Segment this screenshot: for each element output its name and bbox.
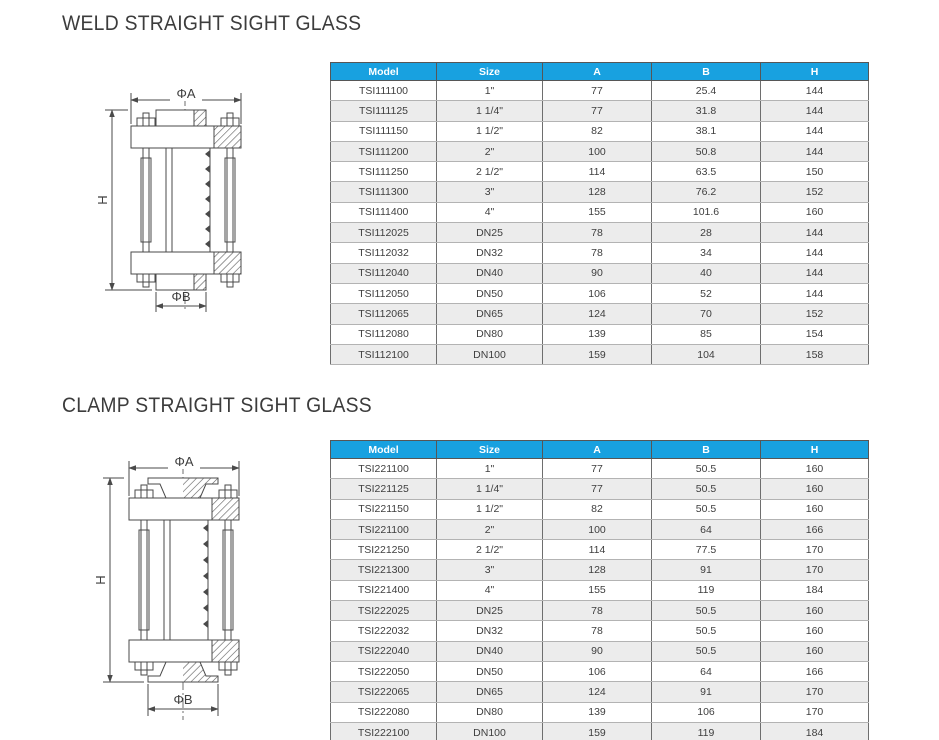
table-cell: 77 — [543, 101, 652, 121]
table-cell: 90 — [543, 641, 652, 661]
table-row — [331, 324, 869, 344]
table-cell: DN80 — [437, 324, 543, 344]
table-cell: 184 — [761, 722, 869, 740]
table-cell: 139 — [543, 324, 652, 344]
table-cell: DN25 — [437, 223, 543, 243]
table-cell: 152 — [761, 182, 869, 202]
table-cell: 152 — [761, 304, 869, 324]
table-cell: DN100 — [437, 344, 543, 364]
column-header-b: B — [652, 441, 761, 459]
table-cell: 82 — [543, 121, 652, 141]
table-cell: 170 — [761, 702, 869, 722]
table-cell: 38.1 — [652, 121, 761, 141]
table-cell: TSI112025 — [331, 223, 437, 243]
table-cell: 78 — [543, 223, 652, 243]
table-cell: TSI112100 — [331, 344, 437, 364]
dim-label-h: H — [93, 575, 108, 585]
table-cell: DN65 — [437, 304, 543, 324]
table-cell: 34 — [652, 243, 761, 263]
column-header-model: Model — [331, 441, 437, 459]
table-cell: TSI111400 — [331, 202, 437, 222]
table-row — [331, 182, 869, 202]
table-cell: TSI221125 — [331, 479, 437, 499]
dim-label-phi-a: ΦA — [174, 454, 194, 469]
table-cell: 25.4 — [652, 81, 761, 101]
table-cell: 77 — [543, 459, 652, 479]
table-row — [331, 223, 869, 243]
table-cell: 50.5 — [652, 621, 761, 641]
column-header-model: Model — [331, 63, 437, 81]
table-cell: TSI111250 — [331, 162, 437, 182]
table-cell: 144 — [761, 223, 869, 243]
table-cell: 77 — [543, 479, 652, 499]
table-cell: 114 — [543, 162, 652, 182]
table-cell: DN40 — [437, 641, 543, 661]
table-cell: 50.5 — [652, 499, 761, 519]
table-cell: 40 — [652, 263, 761, 283]
clamp-spec-table — [330, 440, 869, 740]
table-cell: 28 — [652, 223, 761, 243]
table-cell: DN32 — [437, 621, 543, 641]
table-row — [331, 101, 869, 121]
table-cell: 160 — [761, 479, 869, 499]
table-row — [331, 304, 869, 324]
table-cell: 50.5 — [652, 601, 761, 621]
table-cell: 128 — [543, 182, 652, 202]
table-cell: 78 — [543, 621, 652, 641]
table-cell: TSI222040 — [331, 641, 437, 661]
table-cell: 124 — [543, 682, 652, 702]
table-cell: DN50 — [437, 661, 543, 681]
table-cell: DN100 — [437, 722, 543, 740]
table-cell: 106 — [543, 661, 652, 681]
table-cell: 154 — [761, 324, 869, 344]
table-cell: 90 — [543, 263, 652, 283]
table-cell: 166 — [761, 661, 869, 681]
table-cell: DN40 — [437, 263, 543, 283]
table-cell: TSI111125 — [331, 101, 437, 121]
table-cell: 106 — [543, 283, 652, 303]
table-row — [331, 344, 869, 364]
table-cell: 85 — [652, 324, 761, 344]
table-cell: TSI221250 — [331, 540, 437, 560]
table-cell: 139 — [543, 702, 652, 722]
table-cell: 101.6 — [652, 202, 761, 222]
table-cell: 144 — [761, 141, 869, 161]
table-cell: 100 — [543, 519, 652, 539]
weld-spec-table — [330, 62, 869, 365]
table-row — [331, 81, 869, 101]
table-cell: TSI222065 — [331, 682, 437, 702]
table-cell: TSI111150 — [331, 121, 437, 141]
table-cell: 160 — [761, 499, 869, 519]
table-row — [331, 459, 869, 479]
table-cell: 50.5 — [652, 479, 761, 499]
table-cell: 144 — [761, 121, 869, 141]
table-cell: 160 — [761, 621, 869, 641]
column-header-a: A — [543, 63, 652, 81]
table-cell: 78 — [543, 243, 652, 263]
column-header-h: H — [761, 441, 869, 459]
table-cell: DN50 — [437, 283, 543, 303]
table-cell: DN25 — [437, 601, 543, 621]
table-cell: 91 — [652, 560, 761, 580]
table-row — [331, 141, 869, 161]
table-row — [331, 540, 869, 560]
table-cell: 1 1/2" — [437, 499, 543, 519]
table-cell: TSI112032 — [331, 243, 437, 263]
table-cell: 160 — [761, 202, 869, 222]
table-cell: 2" — [437, 141, 543, 161]
table-cell: 100 — [543, 141, 652, 161]
dim-label-phi-b: ΦB — [173, 692, 193, 707]
table-cell: 104 — [652, 344, 761, 364]
table-row — [331, 702, 869, 722]
table-cell: 170 — [761, 560, 869, 580]
table-cell: TSI111100 — [331, 81, 437, 101]
table-cell: 4" — [437, 580, 543, 600]
table-cell: 144 — [761, 101, 869, 121]
column-header-h: H — [761, 63, 869, 81]
table-cell: 64 — [652, 661, 761, 681]
table-cell: 91 — [652, 682, 761, 702]
table-row — [331, 580, 869, 600]
table-cell: TSI221100 — [331, 459, 437, 479]
glass-housing — [164, 520, 208, 640]
table-cell: DN65 — [437, 682, 543, 702]
table-cell: 119 — [652, 722, 761, 740]
column-header-size: Size — [437, 441, 543, 459]
table-cell: TSI111300 — [331, 182, 437, 202]
table-cell: 170 — [761, 540, 869, 560]
column-header-a: A — [543, 441, 652, 459]
section-title-clamp: CLAMP STRAIGHT SIGHT GLASS — [62, 394, 372, 417]
table-cell: 160 — [761, 459, 869, 479]
table-cell: 166 — [761, 519, 869, 539]
table-row — [331, 283, 869, 303]
table-row — [331, 682, 869, 702]
table-cell: 144 — [761, 243, 869, 263]
table-cell: TSI112065 — [331, 304, 437, 324]
table-cell: 170 — [761, 682, 869, 702]
table-cell: 158 — [761, 344, 869, 364]
dim-label-phi-a: ΦA — [176, 86, 196, 101]
table-row — [331, 162, 869, 182]
table-cell: TSI222080 — [331, 702, 437, 722]
table-cell: 78 — [543, 601, 652, 621]
table-cell: 1 1/2" — [437, 121, 543, 141]
glass-housing — [166, 148, 210, 252]
table-cell: 1 1/4" — [437, 479, 543, 499]
table-row — [331, 641, 869, 661]
table-cell: 106 — [652, 702, 761, 722]
table-cell: 124 — [543, 304, 652, 324]
table-cell: 82 — [543, 499, 652, 519]
table-row — [331, 479, 869, 499]
table-cell: 160 — [761, 641, 869, 661]
table-cell: 63.5 — [652, 162, 761, 182]
dim-label-h: H — [95, 195, 110, 205]
table-cell: 155 — [543, 202, 652, 222]
header-row — [331, 441, 869, 459]
table-cell: 77.5 — [652, 540, 761, 560]
header-row — [331, 63, 869, 81]
table-cell: 2" — [437, 519, 543, 539]
table-cell: 77 — [543, 81, 652, 101]
table-cell: TSI221150 — [331, 499, 437, 519]
table-cell: TSI222025 — [331, 601, 437, 621]
table-cell: 76.2 — [652, 182, 761, 202]
table-cell: 3" — [437, 182, 543, 202]
table-cell: 50.5 — [652, 459, 761, 479]
table-cell: 2 1/2" — [437, 540, 543, 560]
table-cell: 52 — [652, 283, 761, 303]
table-cell: TSI111200 — [331, 141, 437, 161]
table-row — [331, 601, 869, 621]
table-cell: 3" — [437, 560, 543, 580]
table-cell: 184 — [761, 580, 869, 600]
table-cell: 128 — [543, 560, 652, 580]
table-cell: TSI221400 — [331, 580, 437, 600]
table-row — [331, 121, 869, 141]
table-cell: 160 — [761, 601, 869, 621]
table-cell: 4" — [437, 202, 543, 222]
table-cell: 1" — [437, 459, 543, 479]
table-cell: 144 — [761, 263, 869, 283]
table-cell: TSI222100 — [331, 722, 437, 740]
table-cell: 114 — [543, 540, 652, 560]
table-cell: 159 — [543, 344, 652, 364]
table-cell: 50.5 — [652, 641, 761, 661]
table-row — [331, 560, 869, 580]
table-cell: 2 1/2" — [437, 162, 543, 182]
table-row — [331, 499, 869, 519]
table-row — [331, 243, 869, 263]
table-row — [331, 661, 869, 681]
table-cell: 155 — [543, 580, 652, 600]
table-cell: DN32 — [437, 243, 543, 263]
table-cell: 70 — [652, 304, 761, 324]
table-cell: 64 — [652, 519, 761, 539]
table-cell: 144 — [761, 81, 869, 101]
table-cell: 119 — [652, 580, 761, 600]
table-row — [331, 722, 869, 740]
table-cell: TSI112050 — [331, 283, 437, 303]
table-cell: 159 — [543, 722, 652, 740]
table-cell: TSI112080 — [331, 324, 437, 344]
table-cell: TSI112040 — [331, 263, 437, 283]
table-row — [331, 263, 869, 283]
column-header-size: Size — [437, 63, 543, 81]
table-cell: 1" — [437, 81, 543, 101]
dim-label-phi-b: ΦB — [171, 289, 191, 304]
table-cell: DN80 — [437, 702, 543, 722]
table-cell: TSI221300 — [331, 560, 437, 580]
table-row — [331, 621, 869, 641]
weld-sight-glass-drawing — [90, 84, 256, 316]
column-header-b: B — [652, 63, 761, 81]
clamp-sight-glass-drawing — [88, 452, 262, 724]
table-cell: 150 — [761, 162, 869, 182]
table-cell: TSI221100 — [331, 519, 437, 539]
table-cell: 144 — [761, 283, 869, 303]
section-title-weld: WELD STRAIGHT SIGHT GLASS — [62, 12, 362, 35]
table-cell: 1 1/4" — [437, 101, 543, 121]
table-cell: TSI222032 — [331, 621, 437, 641]
table-cell: 50.8 — [652, 141, 761, 161]
table-row — [331, 519, 869, 539]
table-cell: 31.8 — [652, 101, 761, 121]
table-cell: TSI222050 — [331, 661, 437, 681]
table-row — [331, 202, 869, 222]
